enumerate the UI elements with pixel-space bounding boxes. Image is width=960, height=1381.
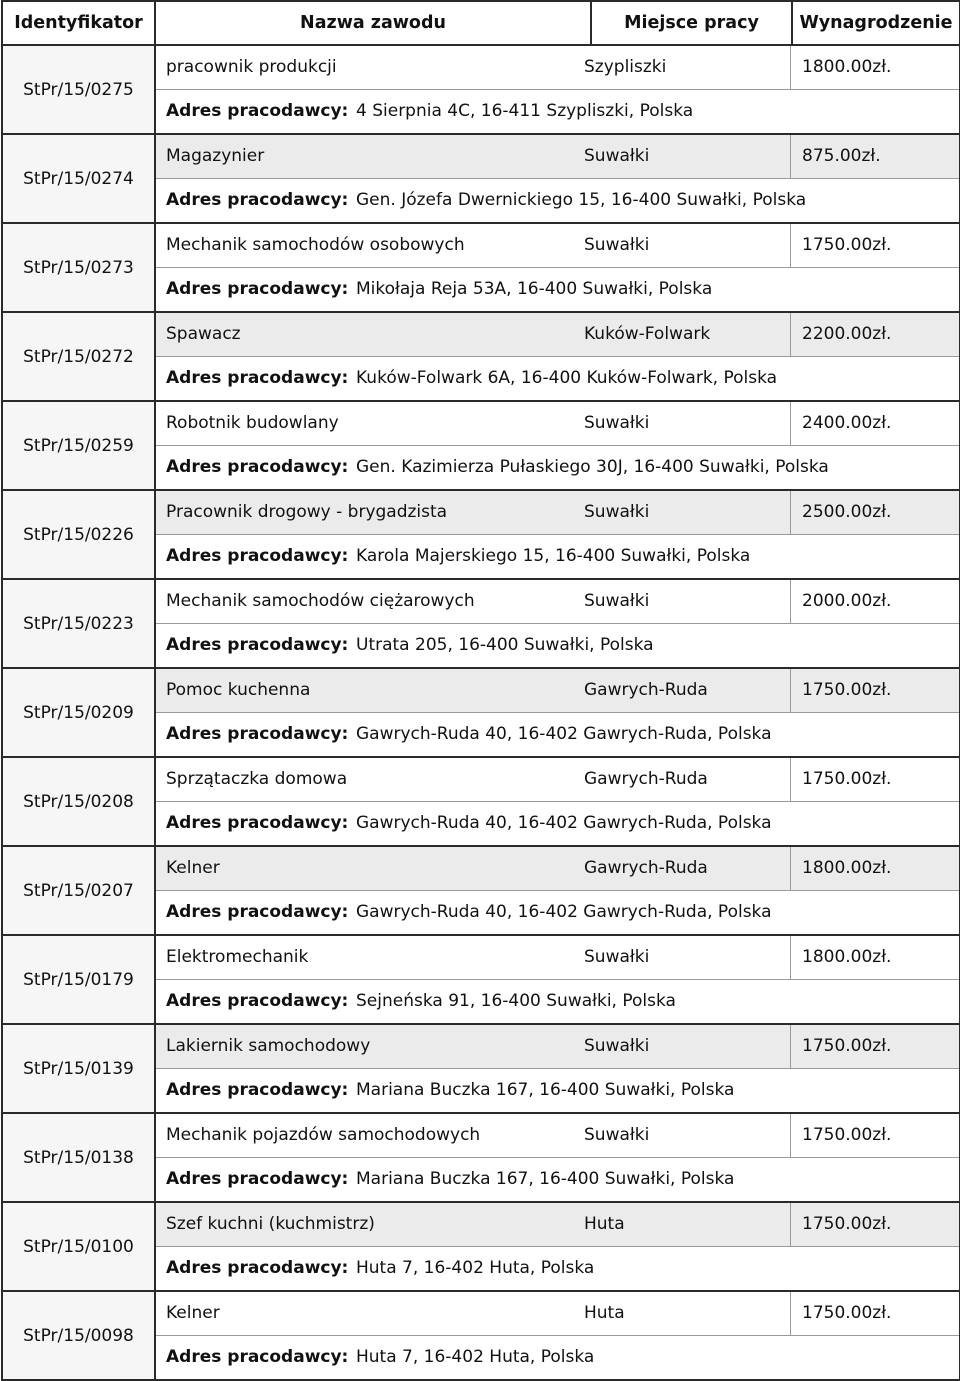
salary-value: 1750.00zł. <box>802 1214 892 1234</box>
job-summary-line <box>156 1203 959 1247</box>
employer-address-label: Adres pracodawcy: <box>166 101 349 121</box>
workplace-city: Suwałki <box>584 146 650 166</box>
job-summary-line <box>156 580 959 624</box>
employer-address-label: Adres pracodawcy: <box>166 1169 349 1189</box>
workplace-city: Kuków-Folwark <box>584 324 711 344</box>
employer-address: Karola Majerskiego 15, 16-400 Suwałki, Polska <box>356 546 751 566</box>
job-identifier: StPr/15/0272 <box>2 312 155 401</box>
column-divider <box>790 402 791 446</box>
occupation-name: Mechanik pojazdów samochodowych <box>166 1125 481 1145</box>
job-summary-line <box>156 936 959 980</box>
salary-value: 2000.00zł. <box>802 591 892 611</box>
job-summary-line <box>156 847 959 891</box>
table-row <box>2 935 960 1024</box>
occupation-name: Kelner <box>166 1303 220 1323</box>
employer-address-label: Adres pracodawcy: <box>166 279 349 299</box>
employer-address-line <box>156 268 959 311</box>
employer-address-label: Adres pracodawcy: <box>166 1258 349 1278</box>
employer-address-line <box>156 1247 959 1290</box>
column-divider <box>790 669 791 713</box>
employer-address-line <box>156 891 959 934</box>
header-occupation: Nazwa zawodu <box>155 1 591 45</box>
job-details <box>155 1202 960 1291</box>
job-details <box>155 846 960 935</box>
employer-address-line <box>156 980 959 1023</box>
job-summary-line <box>156 758 959 802</box>
employer-address: Mariana Buczka 167, 16-400 Suwałki, Polska <box>356 1080 735 1100</box>
job-details <box>155 45 960 134</box>
employer-address: Kuków-Folwark 6A, 16-400 Kuków-Folwark, Polska <box>356 368 778 388</box>
job-details <box>155 757 960 846</box>
salary-value: 1750.00zł. <box>802 769 892 789</box>
employer-address-label: Adres pracodawcy: <box>166 635 349 655</box>
job-summary-line <box>156 135 959 179</box>
job-details <box>155 134 960 223</box>
employer-address-line <box>156 357 959 400</box>
employer-address: Gen. Józefa Dwernickiego 15, 16-400 Suwałki, Polska <box>356 190 807 210</box>
workplace-city: Suwałki <box>584 413 650 433</box>
job-details <box>155 401 960 490</box>
table-row <box>2 757 960 846</box>
employer-address-line <box>156 90 959 133</box>
employer-address-label: Adres pracodawcy: <box>166 457 349 477</box>
employer-address-line <box>156 1069 959 1112</box>
occupation-name: Robotnik budowlany <box>166 413 339 433</box>
employer-address: Gawrych-Ruda 40, 16-402 Gawrych-Ruda, Polska <box>356 724 772 744</box>
employer-address-line <box>156 624 959 667</box>
occupation-name: Kelner <box>166 858 220 878</box>
salary-value: 1750.00zł. <box>802 1125 892 1145</box>
job-identifier: StPr/15/0208 <box>2 757 155 846</box>
workplace-city: Huta <box>584 1214 625 1234</box>
job-identifier: StPr/15/0139 <box>2 1024 155 1113</box>
job-summary-line <box>156 224 959 268</box>
workplace-city: Szypliszki <box>584 57 667 77</box>
table-row <box>2 134 960 223</box>
employer-address: Gawrych-Ruda 40, 16-402 Gawrych-Ruda, Polska <box>356 813 772 833</box>
occupation-name: Mechanik samochodów osobowych <box>166 235 465 255</box>
job-identifier: StPr/15/0179 <box>2 935 155 1024</box>
employer-address: 4 Sierpnia 4C, 16-411 Szypliszki, Polska <box>356 101 694 121</box>
job-details <box>155 935 960 1024</box>
header-workplace: Miejsce pracy <box>591 1 792 45</box>
job-summary-line <box>156 46 959 90</box>
employer-address-label: Adres pracodawcy: <box>166 902 349 922</box>
employer-address: Huta 7, 16-402 Huta, Polska <box>356 1347 595 1367</box>
employer-address-line <box>156 1158 959 1201</box>
employer-address: Gawrych-Ruda 40, 16-402 Gawrych-Ruda, Polska <box>356 902 772 922</box>
salary-value: 2500.00zł. <box>802 502 892 522</box>
column-divider <box>790 46 791 90</box>
employer-address-line <box>156 802 959 845</box>
employer-address-label: Adres pracodawcy: <box>166 1347 349 1367</box>
job-identifier: StPr/15/0273 <box>2 223 155 312</box>
job-details <box>155 1291 960 1380</box>
table-row <box>2 579 960 668</box>
column-divider <box>790 1203 791 1247</box>
employer-address: Huta 7, 16-402 Huta, Polska <box>356 1258 595 1278</box>
employer-address: Utrata 205, 16-400 Suwałki, Polska <box>356 635 654 655</box>
employer-address-label: Adres pracodawcy: <box>166 1080 349 1100</box>
employer-address-line <box>156 179 959 222</box>
workplace-city: Suwałki <box>584 591 650 611</box>
workplace-city: Suwałki <box>584 947 650 967</box>
column-divider <box>790 491 791 535</box>
column-divider <box>790 758 791 802</box>
employer-address: Mikołaja Reja 53A, 16-400 Suwałki, Polska <box>356 279 713 299</box>
job-summary-line <box>156 402 959 446</box>
occupation-name: Szef kuchni (kuchmistrz) <box>166 1214 375 1234</box>
employer-address-label: Adres pracodawcy: <box>166 813 349 833</box>
column-divider <box>790 936 791 980</box>
salary-value: 1800.00zł. <box>802 858 892 878</box>
employer-address-label: Adres pracodawcy: <box>166 991 349 1011</box>
job-details <box>155 312 960 401</box>
job-identifier: StPr/15/0098 <box>2 1291 155 1380</box>
job-details <box>155 1024 960 1113</box>
column-divider <box>790 1114 791 1158</box>
table-row <box>2 45 960 134</box>
employer-address-line <box>156 535 959 578</box>
employer-address: Mariana Buczka 167, 16-400 Suwałki, Polska <box>356 1169 735 1189</box>
occupation-name: Elektromechanik <box>166 947 309 967</box>
salary-value: 875.00zł. <box>802 146 881 166</box>
occupation-name: Sprzątaczka domowa <box>166 769 348 789</box>
occupation-name: pracownik produkcji <box>166 57 337 77</box>
occupation-name: Mechanik samochodów ciężarowych <box>166 591 475 611</box>
employer-address-label: Adres pracodawcy: <box>166 190 349 210</box>
job-identifier: StPr/15/0226 <box>2 490 155 579</box>
workplace-city: Suwałki <box>584 502 650 522</box>
column-divider <box>790 224 791 268</box>
column-divider <box>790 847 791 891</box>
column-divider <box>790 313 791 357</box>
occupation-name: Spawacz <box>166 324 241 344</box>
job-identifier: StPr/15/0223 <box>2 579 155 668</box>
job-summary-line <box>156 313 959 357</box>
table-row <box>2 1202 960 1291</box>
salary-value: 1750.00zł. <box>802 1303 892 1323</box>
workplace-city: Suwałki <box>584 1125 650 1145</box>
column-divider <box>790 1025 791 1069</box>
job-offers-table <box>1 0 960 1381</box>
job-identifier: StPr/15/0138 <box>2 1113 155 1202</box>
salary-value: 1750.00zł. <box>802 680 892 700</box>
job-summary-line <box>156 1025 959 1069</box>
employer-address-line <box>156 1336 959 1379</box>
header-row <box>2 1 960 45</box>
salary-value: 1800.00zł. <box>802 947 892 967</box>
workplace-city: Suwałki <box>584 1036 650 1056</box>
salary-value: 1750.00zł. <box>802 1036 892 1056</box>
job-summary-line <box>156 1292 959 1336</box>
occupation-name: Pomoc kuchenna <box>166 680 311 700</box>
job-identifier: StPr/15/0100 <box>2 1202 155 1291</box>
column-divider <box>790 135 791 179</box>
employer-address-line <box>156 446 959 489</box>
job-identifier: StPr/15/0275 <box>2 45 155 134</box>
salary-value: 1800.00zł. <box>802 57 892 77</box>
header-salary: Wynagrodzenie <box>792 1 960 45</box>
workplace-city: Huta <box>584 1303 625 1323</box>
job-identifier: StPr/15/0274 <box>2 134 155 223</box>
table-row <box>2 846 960 935</box>
table-row <box>2 401 960 490</box>
job-details <box>155 1113 960 1202</box>
table-row <box>2 668 960 757</box>
occupation-name: Lakiernik samochodowy <box>166 1036 371 1056</box>
employer-address-label: Adres pracodawcy: <box>166 546 349 566</box>
salary-value: 2400.00zł. <box>802 413 892 433</box>
table-row <box>2 1113 960 1202</box>
employer-address-label: Adres pracodawcy: <box>166 724 349 744</box>
table-row <box>2 490 960 579</box>
job-summary-line <box>156 669 959 713</box>
job-details <box>155 490 960 579</box>
workplace-city: Gawrych-Ruda <box>584 769 708 789</box>
employer-address-label: Adres pracodawcy: <box>166 368 349 388</box>
salary-value: 2200.00zł. <box>802 324 892 344</box>
job-summary-line <box>156 1114 959 1158</box>
workplace-city: Gawrych-Ruda <box>584 680 708 700</box>
occupation-name: Magazynier <box>166 146 265 166</box>
job-identifier: StPr/15/0209 <box>2 668 155 757</box>
table-header <box>2 1 960 45</box>
job-identifier: StPr/15/0259 <box>2 401 155 490</box>
employer-address-line <box>156 713 959 756</box>
column-divider <box>790 580 791 624</box>
table-row <box>2 1024 960 1113</box>
occupation-name: Pracownik drogowy - brygadzista <box>166 502 448 522</box>
job-summary-line <box>156 491 959 535</box>
job-identifier: StPr/15/0207 <box>2 846 155 935</box>
job-details <box>155 223 960 312</box>
employer-address: Gen. Kazimierza Pułaskiego 30J, 16-400 Suwałki, Polska <box>356 457 829 477</box>
workplace-city: Suwałki <box>584 235 650 255</box>
table-row <box>2 223 960 312</box>
employer-address: Sejneńska 91, 16-400 Suwałki, Polska <box>356 991 676 1011</box>
table-row <box>2 1291 960 1380</box>
job-details <box>155 668 960 757</box>
salary-value: 1750.00zł. <box>802 235 892 255</box>
header-identifier: Identyfikator <box>2 1 155 45</box>
job-details <box>155 579 960 668</box>
table-body <box>2 45 960 1380</box>
table-row <box>2 312 960 401</box>
column-divider <box>790 1292 791 1336</box>
workplace-city: Gawrych-Ruda <box>584 858 708 878</box>
